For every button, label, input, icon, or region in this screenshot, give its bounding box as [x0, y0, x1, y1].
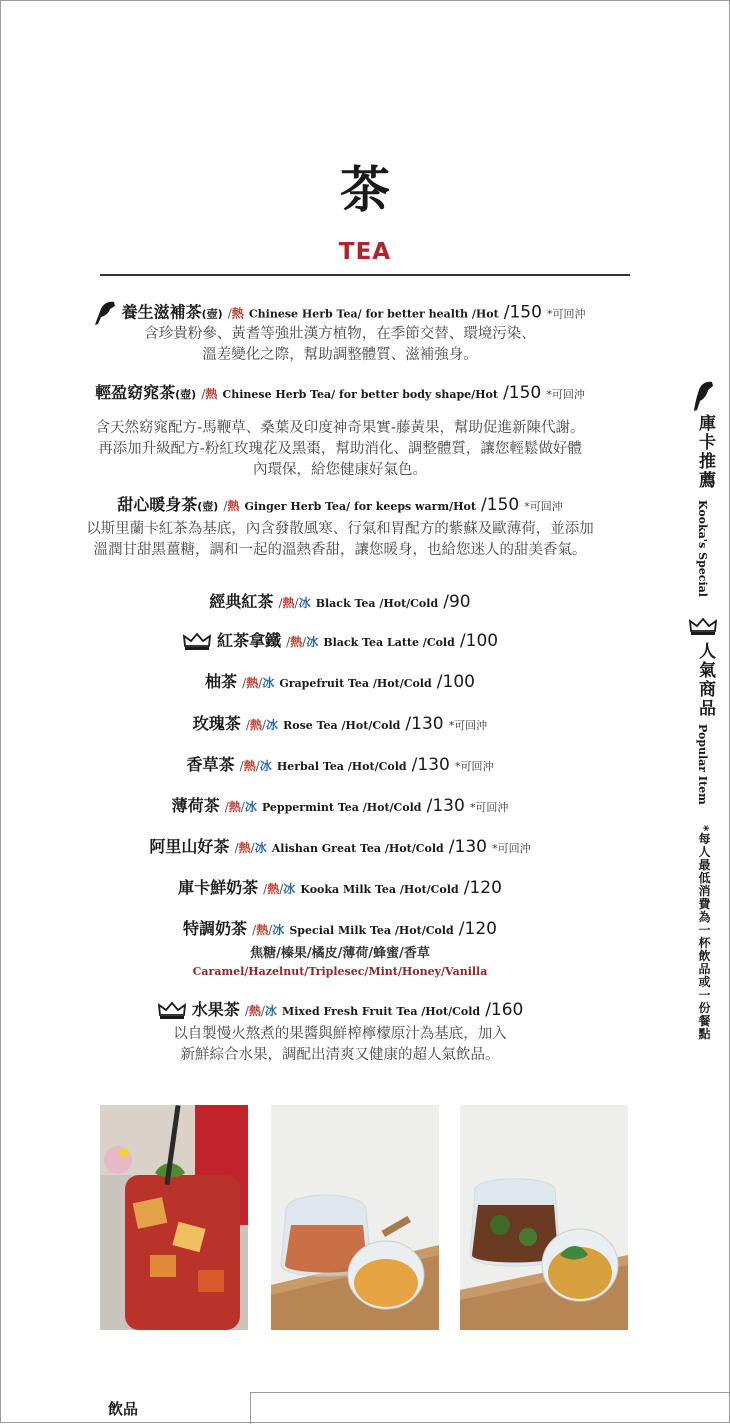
item-name: 薄荷茶 — [171, 796, 220, 815]
item-en-name: Chinese Herb Tea/ for better body shape/Hot — [222, 388, 498, 401]
cold-label: 冰 — [244, 800, 257, 814]
item-name: 庫卡鮮奶茶 — [178, 878, 259, 897]
item-en-name: Mixed Fresh Fruit Tea /Hot/Cold — [282, 1005, 481, 1018]
separator: / — [261, 718, 267, 732]
separator: / — [201, 387, 206, 401]
item-name: 玫瑰茶 — [192, 714, 241, 733]
hot-label: 熱 — [267, 882, 280, 896]
item-name: 特調奶茶 — [183, 919, 248, 938]
menu-item-tea-8: 庫卡鮮奶茶 /熱/冰 Kooka Milk Tea /Hot/Cold /120 — [178, 878, 502, 898]
item-description: 以自製慢火熬煮的果醬與鮮榨檸檬原汁為基底，加入 — [173, 1026, 507, 1042]
mint-tea-pot-photo — [460, 1105, 628, 1330]
crown-icon — [182, 632, 212, 652]
item-en-name: Chinese Herb Tea/ for better health /Hot — [248, 307, 499, 321]
menu-item-tea-9: 特調奶茶 /熱/冰 Special Milk Tea /Hot/Cold /120 — [183, 919, 497, 939]
refill-note: *可回沖 — [454, 760, 494, 773]
refill-note: *可回沖 — [492, 842, 531, 855]
menu-item-herbal-1: 養生滋補茶(壺) /熱 Chinese Herb Tea/ for better health /Hot /150 *可回沖 — [0, 300, 680, 326]
separator: / — [239, 759, 244, 773]
kookaburra-bird-icon — [94, 300, 116, 326]
menu-item-tea-1: 經典紅茶 /熱/冰 Black Tea /Hot/Cold /90 — [209, 592, 471, 612]
item-description: 溫潤甘甜黑薑糖，調和一起的溫熱香甜，讓您暖身，也給您迷人的甜美香氣。 — [93, 542, 587, 558]
legend-popular-label: 人氣商品 — [695, 642, 715, 718]
hot-label: 熱 — [238, 841, 251, 855]
item-name: 經典紅茶 — [209, 592, 274, 611]
separator: / — [286, 635, 291, 649]
separator: / — [255, 759, 260, 773]
separator: / — [279, 882, 284, 896]
hot-label: 熱 — [246, 676, 259, 690]
item-name: 柚茶 — [205, 672, 238, 691]
item-name: 香草茶 — [186, 755, 235, 774]
item-en-name: Black Tea Latte /Cold — [323, 636, 455, 649]
item-name: 阿里山好茶 — [149, 837, 230, 856]
separator: / — [268, 923, 273, 937]
separator: / — [245, 718, 250, 732]
item-price: 90 — [448, 592, 471, 612]
item-description: 內環保，給您健康好氣色。 — [253, 462, 427, 478]
separator: / — [223, 499, 228, 513]
hot-label: 熱 — [231, 306, 244, 321]
crown-icon — [157, 1001, 187, 1021]
item-price: 120 — [464, 919, 497, 939]
hot-label: 熱 — [282, 596, 295, 610]
item-name: 水果茶 — [191, 1000, 240, 1019]
crown-icon — [688, 616, 718, 638]
item-en-name: Kooka Milk Tea /Hot/Cold — [300, 883, 459, 896]
hot-label: 熱 — [290, 635, 303, 649]
item-price: 160 — [490, 1000, 524, 1020]
separator: / — [263, 882, 268, 896]
item-price: 100 — [442, 672, 475, 692]
footer-box — [250, 1392, 729, 1424]
hot-label: 熱 — [248, 1004, 261, 1018]
item-description: 以斯里蘭卡紅茶為基底，內含發散風寒、行氣和胃配方的紫蘇及歐薄荷，並添加 — [86, 521, 594, 537]
menu-item-tea-2: 紅茶拿鐵 /熱/冰 Black Tea Latte /Cold /100 — [0, 630, 680, 654]
cold-label: 冰 — [259, 759, 272, 773]
item-price: 150 — [509, 302, 542, 323]
item-en-name: Alishan Great Tea /Hot/Cold — [271, 842, 444, 855]
hot-label: 熱 — [256, 923, 269, 937]
item-price: 130 — [432, 796, 465, 816]
item-description: 新鮮綜合水果，調配出清爽又健康的超人氣飲品。 — [180, 1047, 500, 1063]
page-subtitle: TEA — [338, 239, 392, 265]
separator: / — [227, 306, 232, 321]
hot-label: 熱 — [227, 499, 240, 513]
separator: / — [278, 596, 283, 610]
item-en-name: Ginger Herb Tea/ for keeps warm/Hot — [244, 500, 476, 513]
title-divider — [100, 274, 630, 276]
item-description: 含天然窈窕配方-馬鞭草、桑葉及印度神奇果實-藤黃果，幫助促進新陳代謝。 — [95, 420, 585, 436]
refill-note: *可回沖 — [547, 307, 586, 321]
menu-item-herbal-3: 甜心暖身茶(壺) /熱 Ginger Herb Tea/ for keeps warm/Hot /150 *可回沖 — [117, 495, 563, 515]
hot-label: 熱 — [228, 800, 241, 814]
item-description: 溫差變化之際，幫助調整體質、滋補強身。 — [202, 347, 478, 363]
item-en-name: Rose Tea /Hot/Cold — [283, 719, 401, 732]
refill-note: *可回沖 — [524, 500, 563, 513]
menu-item-tea-3: 柚茶 /熱/冰 Grapefruit Tea /Hot/Cold /100 — [205, 672, 475, 692]
flavor-options-en: Caramel/Hazelnut/Triplesec/Mint/Honey/Vanilla — [192, 965, 488, 978]
cold-label: 冰 — [262, 676, 275, 690]
hot-label: 熱 — [249, 718, 262, 732]
fruit-tea-photo — [100, 1105, 248, 1330]
legend-special-en: Kooka's Special — [696, 500, 709, 597]
item-price: 150 — [508, 383, 542, 403]
hot-label: 熱 — [243, 759, 256, 773]
separator: / — [250, 841, 255, 855]
item-name: 甜心暖身茶 — [117, 495, 198, 514]
separator: / — [302, 635, 307, 649]
item-description: 再添加升級配方-粉紅玫瑰花及黑棗，幫助消化、調整體質，讓您輕鬆做好體 — [98, 441, 582, 457]
item-price: 100 — [465, 631, 499, 651]
item-unit: (壺) — [175, 388, 197, 401]
menu-item-tea-7: 阿里山好茶 /熱/冰 Alishan Great Tea /Hot/Cold /130 *可回沖 — [149, 837, 531, 857]
item-en-name: Peppermint Tea /Hot/Cold — [261, 801, 422, 814]
refill-note: *可回沖 — [448, 719, 488, 732]
cold-label: 冰 — [264, 1004, 277, 1018]
separator: / — [260, 1004, 265, 1018]
item-price: 150 — [486, 495, 520, 515]
separator: / — [252, 923, 257, 937]
cold-label: 冰 — [298, 596, 311, 610]
item-description: 含珍貴粉參、黃耆等強壯漢方植物，在季節交替、環境污染、 — [144, 326, 536, 342]
section-footer-label: 飲品 — [108, 1400, 139, 1418]
item-price: 130 — [454, 837, 487, 857]
cold-label: 冰 — [272, 923, 285, 937]
item-price: 130 — [411, 714, 444, 734]
herbal-tea-pot-photo — [271, 1105, 439, 1330]
item-unit: (壺) — [197, 500, 219, 513]
item-en-name: Special Milk Tea /Hot/Cold — [289, 924, 454, 937]
item-name: 養生滋補茶 — [121, 302, 202, 322]
item-en-name: Black Tea /Hot/Cold — [315, 597, 439, 610]
cold-label: 冰 — [283, 882, 296, 896]
menu-item-tea-5: 香草茶 /熱/冰 Herbal Tea /Hot/Cold /130 *可回沖 — [186, 755, 494, 775]
refill-note: *可回沖 — [469, 801, 509, 814]
menu-item-tea-4: 玫瑰茶 /熱/冰 Rose Tea /Hot/Cold /130 *可回沖 — [192, 714, 488, 734]
cold-label: 冰 — [306, 635, 319, 649]
separator: / — [258, 676, 263, 690]
cold-label: 冰 — [254, 841, 267, 855]
separator: / — [244, 1004, 249, 1018]
item-price: 120 — [469, 878, 502, 898]
separator: / — [224, 800, 229, 814]
item-price: 130 — [417, 755, 450, 775]
item-name: 紅茶拿鐵 — [217, 631, 282, 650]
separator: / — [242, 676, 247, 690]
cold-label: 冰 — [266, 718, 279, 732]
hot-label: 熱 — [205, 387, 218, 401]
refill-note: *可回沖 — [546, 388, 585, 401]
kookaburra-bird-icon — [692, 380, 714, 412]
menu-item-tea-10: 水果茶 /熱/冰 Mixed Fresh Fruit Tea /Hot/Cold /160 — [0, 999, 680, 1023]
item-en-name: Herbal Tea /Hot/Cold — [276, 760, 407, 773]
item-unit: (壺) — [201, 307, 223, 321]
item-name: 輕盈窈窕茶 — [95, 383, 176, 402]
page-title: 茶 — [340, 161, 390, 219]
separator: / — [294, 596, 299, 610]
item-en-name: Grapefruit Tea /Hot/Cold — [279, 677, 432, 690]
legend-special-label: 庫卡推薦 — [695, 414, 715, 490]
minimum-charge-note: *每人最低消費為一杯飲品或一份餐點 — [697, 825, 711, 1041]
menu-item-herbal-2: 輕盈窈窕茶(壺) /熱 Chinese Herb Tea/ for better body shape/Hot /150 *可回沖 — [95, 383, 585, 403]
menu-item-tea-6: 薄荷茶 /熱/冰 Peppermint Tea /Hot/Cold /130 *可回沖 — [171, 796, 509, 816]
flavor-options-zh: 焦糖/榛果/橘皮/薄荷/蜂蜜/香草 — [250, 946, 430, 961]
separator: / — [240, 800, 245, 814]
legend-popular-en: Popular Item — [696, 724, 709, 805]
separator: / — [234, 841, 239, 855]
